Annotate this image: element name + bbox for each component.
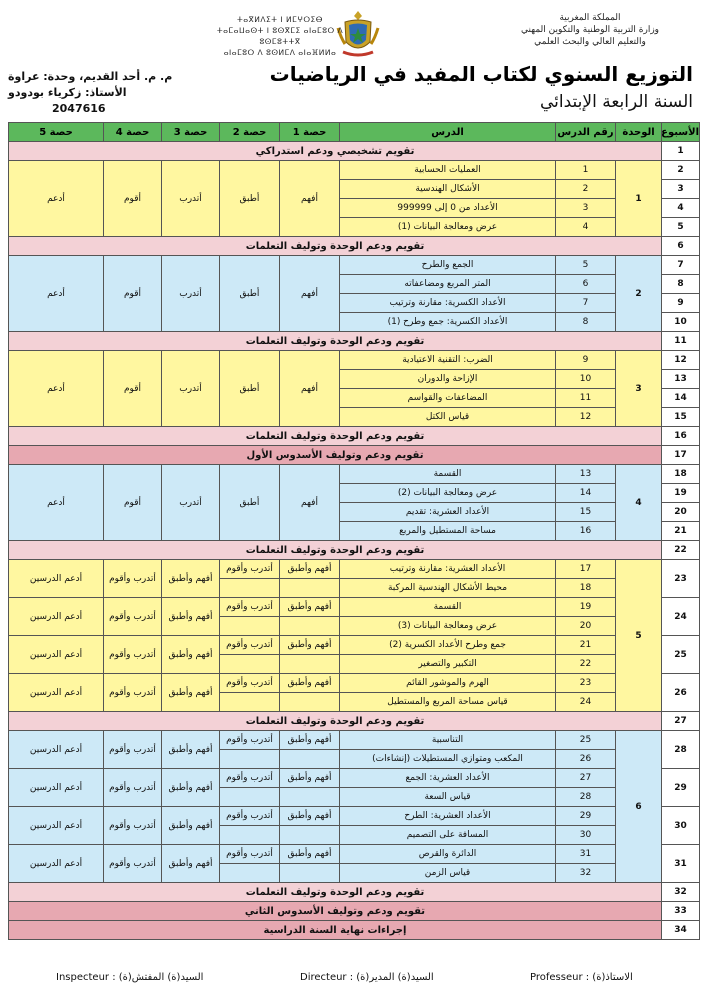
table-row: 30 المسافة على التصميم [9, 826, 700, 845]
ministry-name-tifinagh: ⵜⴰⴳⵍⴷⵉⵜ ⵏ ⵍⵎⵖⵔⵉⴱ ⵜⴰⵎⴰⵡⴰⵙⵜ ⵏ ⵓⵙⴳⵎⵉ ⴰⵏⴰⵎⵓⵔ ⴷ ⵓⵙⵎⵓⵜⵜⴳ ⴰⵏⴰⵎⵓⵔ ⴷ ⵓⵙⵍⵎⴷ ⴰⵏⴰⴼⵍⵍⴰ [216, 15, 344, 57]
page-header [0, 0, 707, 120]
table-row: 4 3 الأعداد من 0 إلى 999999 [9, 199, 700, 218]
table-row: 30 29 الأعداد العشرية: الطرح أفهم وأطبق أتدرب وأقوم أفهم وأطبق أتدرب وأقوم أدعم الدرسين [9, 807, 700, 826]
table-row: 32 تقويم ودعم الوحدة وتوليف التعلمات [9, 883, 700, 902]
table-row: 22 تقويم ودعم الوحدة وتوليف التعلمات [9, 541, 700, 560]
col-session-3: حصة 3 [162, 123, 220, 142]
table-row: 29 27 الأعداد العشرية: الجمع أفهم وأطبق أتدرب وأقوم أفهم وأطبق أتدرب وأقوم أدعم الدرسين [9, 769, 700, 788]
table-row: 27 تقويم ودعم الوحدة وتوليف التعلمات [9, 712, 700, 731]
teacher-code: 2047616 [52, 102, 106, 115]
col-lesson-number: رقم الدرس [556, 123, 616, 142]
inspector-signature: Inspecteur : السيد(ة) المفتش(ة) [56, 972, 204, 983]
school-name: م. م. أحد القديم، وحدة: عراوة [8, 70, 173, 83]
table-row: 9 7 الأعداد الكسرية: مقارنة وترتيب [9, 294, 700, 313]
page-title: التوزيع السنوي لكتاب المفيد في الرياضيات [269, 62, 693, 86]
table-row: 3 2 الأشكال الهندسية [9, 180, 700, 199]
table-row: 23 5 17 الأعداد العشرية: مقارنة وترتيب أفهم وأطبق أتدرب وأقوم أفهم وأطبق أتدرب وأقوم أدعم الدرسين [9, 560, 700, 579]
table-row: 12 3 9 الضرب: التقنية الاعتيادية أفهم أطبق أتدرب أقوم أدعم [9, 351, 700, 370]
professor-signature: Professeur : الاستاذ(ة) [530, 972, 633, 983]
table-row: 20 15 الأعداد العشرية: تقديم [9, 503, 700, 522]
table-row: 26 23 الهرم والموشور القائم أفهم وأطبق أتدرب وأقوم أفهم وأطبق أتدرب وأقوم أدعم الدرسين [9, 674, 700, 693]
table-row: 1 تقويم تشخيصي ودعم استدراكي [9, 142, 700, 161]
col-lesson: الدرس [340, 123, 556, 142]
col-session-4: حصة 4 [104, 123, 162, 142]
table-row: 17 تقويم ودعم وتوليف الأسدوس الأول [9, 446, 700, 465]
table-row: 24 19 القسمة أفهم وأطبق أتدرب وأقوم أفهم وأطبق أتدرب وأقوم أدعم الدرسين [9, 598, 700, 617]
table-row: 18 محيط الأشكال الهندسية المركبة [9, 579, 700, 598]
col-unit: الوحدة [616, 123, 662, 142]
table-row: 7 2 5 الجمع والطرح أفهم أطبق أتدرب أقوم أدعم [9, 256, 700, 275]
table-row: 13 10 الإزاحة والدوران [9, 370, 700, 389]
table-row: 11 تقويم ودعم الوحدة وتوليف التعلمات [9, 332, 700, 351]
table-row: 20 عرض ومعالجة البيانات (3) [9, 617, 700, 636]
table-row: 10 8 الأعداد الكسرية: جمع وطرح (1) [9, 313, 700, 332]
col-week: الأسبوع [662, 123, 700, 142]
table-row: 6 تقويم ودعم الوحدة وتوليف التعلمات [9, 237, 700, 256]
col-session-5: حصة 5 [9, 123, 104, 142]
table-row: 25 21 جمع وطرح الأعداد الكسرية (2) أفهم وأطبق أتدرب وأقوم أفهم وأطبق أتدرب وأقوم أدعم الدرسين [9, 636, 700, 655]
table-row: 32 قياس الزمن [9, 864, 700, 883]
table-row: 8 6 المتر المربع ومضاعفاته [9, 275, 700, 294]
table-row: 26 المكعب ومتوازي المستطيلات (إنشاءات) [9, 750, 700, 769]
table-row: 24 قياس مساحة المربع والمستطيل [9, 693, 700, 712]
table-row: 16 تقويم ودعم الوحدة وتوليف التعلمات [9, 427, 700, 446]
table-row: 18 4 13 القسمة أفهم أطبق أتدرب أقوم أدعم [9, 465, 700, 484]
table-row: 19 14 عرض ومعالجة البيانات (2) [9, 484, 700, 503]
annual-plan-table [8, 122, 700, 940]
table-row: 14 11 المضاعفات والقواسم [9, 389, 700, 408]
table-row: 21 16 مساحة المستطيل والمربع [9, 522, 700, 541]
director-signature: Directeur : السيد(ة) المدير(ة) [300, 972, 434, 983]
teacher-name: الأستاذ: زكرياء بودودو [8, 86, 127, 99]
table-row: 28 قياس السعة [9, 788, 700, 807]
col-session-2: حصة 2 [220, 123, 280, 142]
table-row: 5 4 عرض ومعالجة البيانات (1) [9, 218, 700, 237]
page-subtitle: السنة الرابعة الإبتدائي [540, 92, 693, 112]
table-header-row [9, 123, 700, 142]
signature-footer [0, 970, 707, 990]
table-row: 2 1 1 العمليات الحسابية أفهم أطبق أتدرب أقوم أدعم [9, 161, 700, 180]
table-row: 15 12 قياس الكتل [9, 408, 700, 427]
table-row: 28 6 25 التناسبية أفهم وأطبق أتدرب وأقوم أفهم وأطبق أتدرب وأقوم أدعم الدرسين [9, 731, 700, 750]
col-session-1: حصة 1 [280, 123, 340, 142]
table-row: 22 التكبير والتصغير [9, 655, 700, 674]
table-row: 33 تقويم ودعم وتوليف الأسدوس الثاني [9, 902, 700, 921]
ministry-name-arabic: المملكة المغربية وزارة التربية الوطنية والتكوين المهني والتعليم العالي والبحث العلمي [520, 13, 660, 47]
table-row: 31 31 الدائرة والقرص أفهم وأطبق أتدرب وأقوم أفهم وأطبق أتدرب وأقوم أدعم الدرسين [9, 845, 700, 864]
table-row: 34 إجراءات نهاية السنة الدراسية [9, 921, 700, 940]
